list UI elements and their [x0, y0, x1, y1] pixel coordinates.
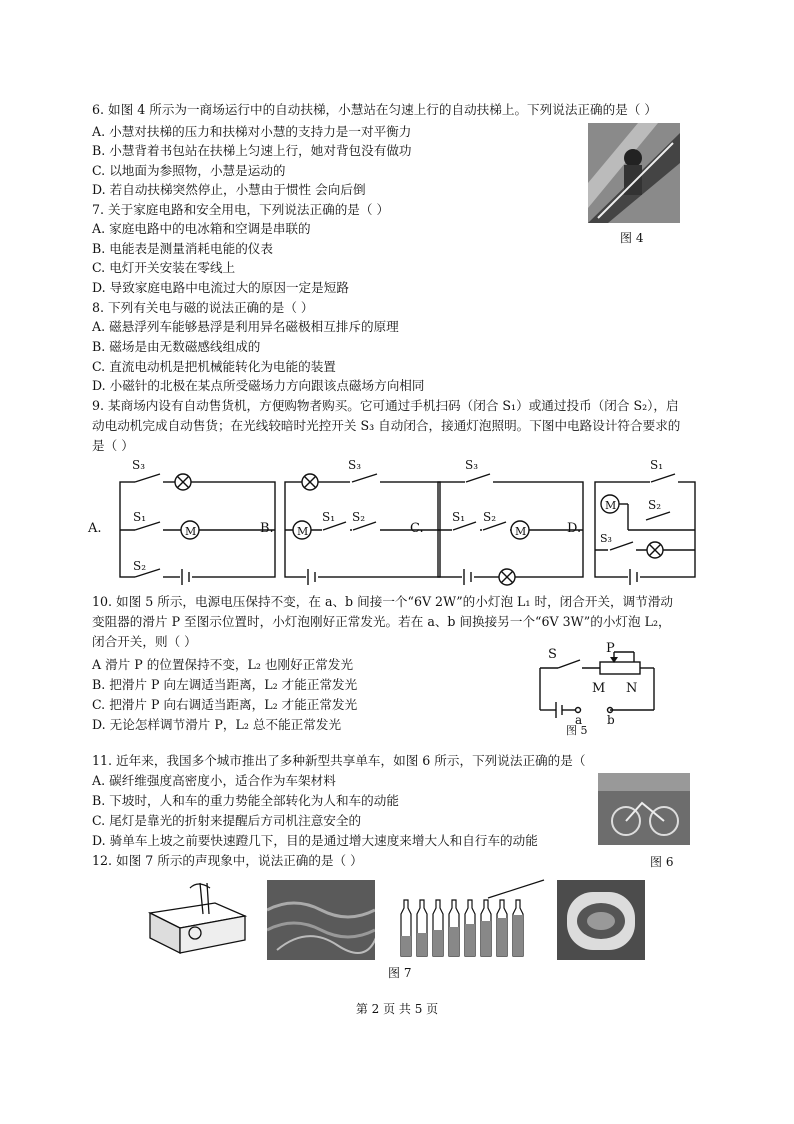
q6-option-b: B. 小慧背着书包站在扶梯上匀速上行，她对背包没有做功 — [92, 143, 412, 158]
q6-option-a: A. 小慧对扶梯的压力和扶梯对小慧的支持力是一对平衡力 — [92, 124, 412, 139]
q8-stem: 8. 下列有关电与磁的说法正确的是（ ） — [92, 300, 314, 315]
q6-stem: 6. 如图 4 所示为一商场运行中的自动扶梯，小慧站在匀速上行的自动扶梯上。下列说法正确的是（ ） — [92, 102, 657, 117]
escalator-photo — [588, 123, 680, 223]
q8-option-a: A. 磁悬浮列车能够悬浮是利用异名磁极相互排斥的原理 — [92, 319, 399, 334]
q10-option-a: A 滑片 P 的位置保持不变，L₂ 也刚好正常发光 — [92, 657, 354, 672]
q10-line3: 闭合开关，则（ ） — [92, 634, 197, 649]
q8-option-b: B. 磁场是由无数磁感线组成的 — [92, 339, 261, 354]
figure-7-water-ripple-photo — [267, 880, 375, 960]
figure-7-tuning-fork-box — [145, 878, 250, 958]
figure-4-caption: 图 4 — [620, 231, 644, 245]
q11-option-b: B. 下坡时，人和车的重力势能全部转化为人和车的动能 — [92, 793, 399, 808]
shared-bicycle-photo — [598, 773, 690, 845]
figure-7-speaker-photo — [557, 880, 645, 960]
q9-stem-line3: 是（ ） — [92, 438, 134, 453]
svg-text:图 5: 图 5 — [566, 724, 588, 737]
svg-text:S₂: S₂ — [483, 510, 497, 524]
svg-text:S₂: S₂ — [133, 559, 147, 573]
circuit-c-label: C. — [410, 521, 424, 536]
q8-option-c: C. 直流电动机是把机械能转化为电能的装置 — [92, 359, 336, 374]
svg-text:S₁: S₁ — [650, 458, 664, 472]
figure-7-water-bottles — [396, 878, 546, 960]
svg-text:b: b — [607, 713, 615, 727]
svg-text:M: M — [605, 499, 617, 512]
q11-stem: 11. 近年来，我国多个城市推出了多种新型共享单车，如图 6 所示，下列说法正确的是（ — [92, 753, 586, 768]
q12-stem: 12. 如图 7 所示的声现象中，说法正确的是（ ） — [92, 853, 363, 868]
q7-option-c: C. 电灯开关安装在零线上 — [92, 260, 236, 275]
svg-text:a: a — [575, 713, 583, 727]
circuit-d-label: D. — [567, 521, 582, 536]
q11-option-c: C. 尾灯是靠光的折射来提醒后方司机注意安全的 — [92, 813, 362, 828]
q9-stem-line1: 9. 某商场内设有自动售货机，方便购物者购买。它可通过手机扫码（闭合 S₁）或通过投币（闭合 S₂），启 — [92, 398, 679, 413]
q7-option-b: B. 电能表是测量消耗电能的仪表 — [92, 241, 273, 256]
q11-option-d: D. 骑单车上坡之前要快速蹬几下，目的是通过增大速度来增大人和自行车的动能 — [92, 833, 538, 848]
svg-text:S₃: S₃ — [465, 458, 479, 472]
q10-option-d: D. 无论怎样调节滑片 P，L₂ 总不能正常发光 — [92, 717, 342, 732]
q9-stem-line2: 动电动机完成自动售货；在光线较暗时光控开关 S₃ 自动闭合，接通灯泡照明。下图中电路设计符合要求的 — [92, 418, 681, 433]
circuit-b-label: B. — [260, 521, 274, 536]
svg-text:S₂: S₂ — [648, 498, 662, 512]
svg-text:P: P — [606, 641, 615, 656]
svg-text:S₃: S₃ — [132, 458, 146, 472]
svg-text:S₁: S₁ — [133, 510, 147, 524]
figure-7-caption: 图 7 — [388, 966, 412, 980]
q10-option-b: B. 把滑片 P 向左调适当距离，L₂ 才能正常发光 — [92, 677, 358, 692]
svg-text:S₃: S₃ — [600, 532, 612, 545]
q6-option-c: C. 以地面为参照物，小慧是运动的 — [92, 163, 286, 178]
svg-text:M: M — [185, 525, 197, 538]
svg-text:S₁: S₁ — [452, 510, 466, 524]
q7-stem: 7. 关于家庭电路和安全用电，下列说法正确的是（ ） — [92, 202, 390, 217]
q10-option-c: C. 把滑片 P 向右调适当距离，L₂ 才能正常发光 — [92, 697, 358, 712]
q10-line1: 10. 如图 5 所示，电源电压保持不变，在 a、b 间接一个“6V 2W”的小灯泡 L₁ 时，闭合开关，调节滑动 — [92, 594, 674, 609]
svg-text:S: S — [548, 647, 557, 662]
figure-5-circuit — [530, 638, 670, 738]
q11-option-a: A. 碳纤维强度高密度小，适合作为车架材料 — [92, 773, 336, 788]
svg-text:N: N — [626, 681, 638, 696]
circuit-a-label: A. — [88, 521, 102, 536]
figure-6-caption: 图 6 — [650, 855, 674, 869]
svg-text:M: M — [297, 525, 309, 538]
q9-circuit-diagrams — [80, 452, 720, 587]
page-footer: 第 2 页 共 5 页 — [355, 1002, 439, 1016]
svg-text:M: M — [515, 525, 527, 538]
svg-text:M: M — [592, 681, 606, 696]
q7-option-d: D. 导致家庭电路中电流过大的原因一定是短路 — [92, 280, 349, 295]
q8-option-d: D. 小磁针的北极在某点所受磁场力方向跟该点磁场方向相同 — [92, 378, 425, 393]
q6-option-d: D. 若自动扶梯突然停止，小慧由于惯性 会向后倒 — [92, 182, 366, 197]
svg-text:S₂: S₂ — [352, 510, 366, 524]
svg-text:S₃: S₃ — [348, 458, 362, 472]
q10-line2: 变阻器的滑片 P 至图示位置时，小灯泡刚好正常发光。若在 a、b 间换接另一个“6V 3W”的小灯泡 L₂， — [92, 614, 671, 629]
svg-text:S₁: S₁ — [322, 510, 336, 524]
q7-option-a: A. 家庭电路中的电冰箱和空调是串联的 — [92, 221, 311, 236]
